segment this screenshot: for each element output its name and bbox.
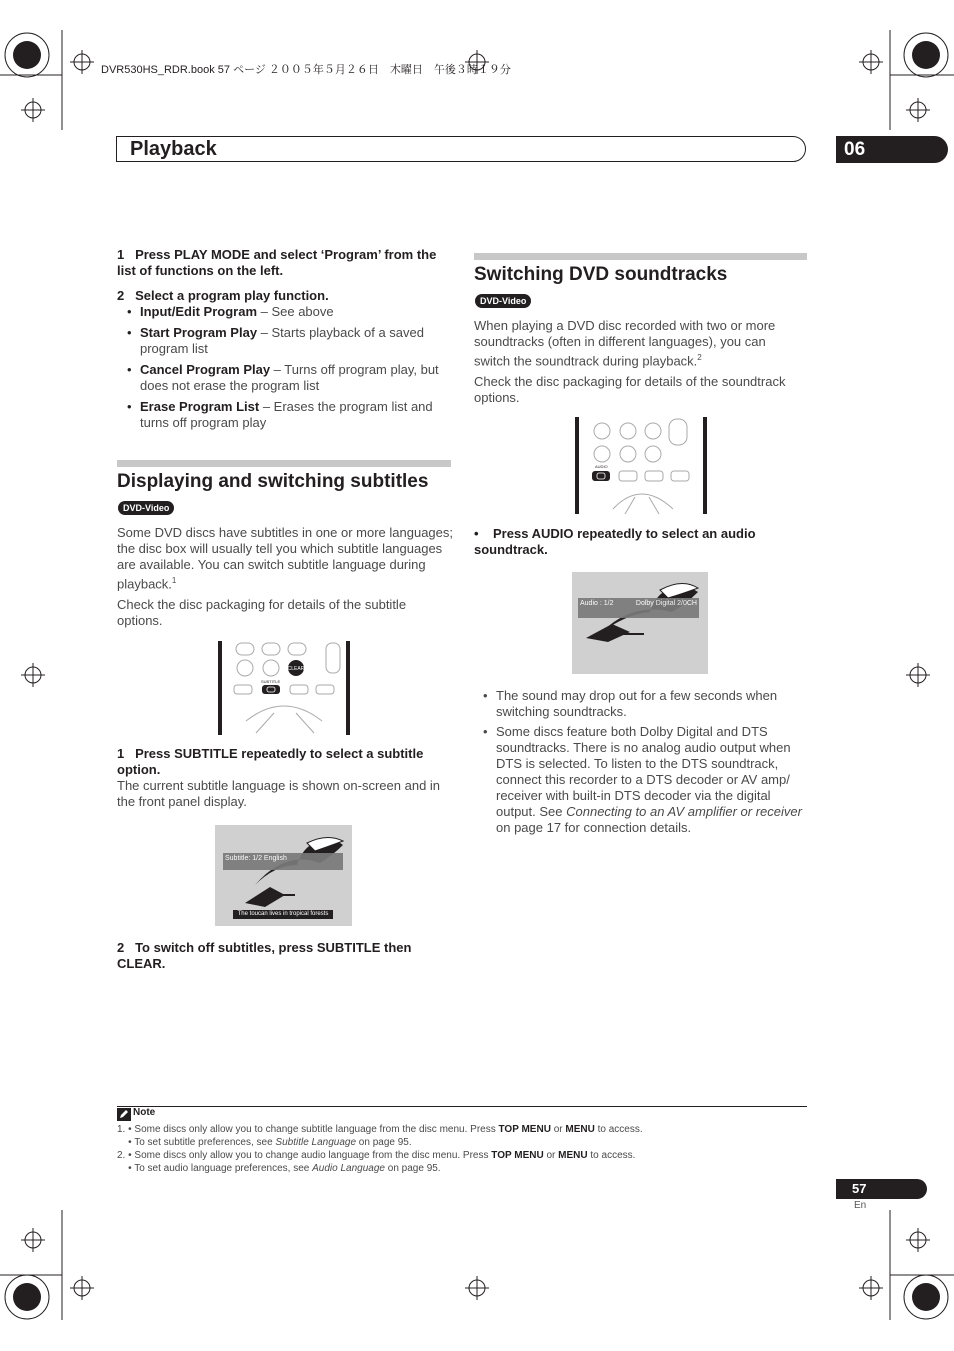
subtitle-button-label: SUBTITLE [261,679,281,684]
footnote-line: • To set subtitle preferences, see Subtitle Language on page 95. [117,1137,412,1148]
list-item: • Some discs feature both Dolby Digital and DTS soundtracks. There is no analog audio output when DTS is selected. To listen to the DTS soundtrack, connect this recorder to a DTS decoder or AV amp/ receiver with built-in DTS decoder via the digital output. See Connecting to an AV amplifier or receiver on page 17 for connection details. [483,724,802,835]
footnote-line: • To set audio language preferences, see Audio Language on page 95. [117,1163,441,1174]
audio-format: Dolby Digital 2/0CH [635,600,697,607]
audio-osd-bar [578,598,699,618]
left-step-1: 1 Press PLAY MODE and select ‘Program’ from the list of functions on the left. [117,247,437,278]
notes-title: Note [133,1107,156,1118]
remote-audio-illustration [573,417,709,515]
dvd-video-badge: DVD-Video [118,501,174,515]
section-bar [474,253,807,260]
chapter-tab: 06 [836,136,948,163]
list-item: • Cancel Program Play – Turns off program play, but does not erase the program list [127,362,439,393]
audio-step: • Press AUDIO repeatedly to select an audio soundtrack. [474,526,756,557]
footnote-line: 1. • Some discs only allow you to change subtitle language from the disc menu. Press TOP MENU or MENU to access. [117,1124,643,1135]
header-bar [116,136,806,162]
subtitle-step-1: 1 Press SUBTITLE repeatedly to select a subtitle option. [117,746,424,777]
audio-notes-list [483,688,806,836]
list-item: • The sound may drop out for a few seconds when switching soundtracks. [483,688,778,719]
subtitle-step-2: 2 To switch off subtitles, press SUBTITLE then CLEAR. [117,940,412,971]
audio-track-indicator: Audio : 1/2 [580,600,614,607]
note-pencil-icon [117,1108,131,1121]
subtitle-osd-screen [215,825,352,926]
section-bar [117,460,451,467]
audio-button-label: AUDIO [595,464,608,469]
list-item: • Input/Edit Program – See above [127,304,334,319]
subtitles-section-title: Displaying and switching subtitles [117,471,429,492]
dvd-video-badge: DVD-Video [475,294,531,308]
list-item: • Start Program Play – Starts playback of a saved program list [127,325,424,356]
footnote-line: 2. • Some discs only allow you to change audio language from the disc menu. Press TOP MENU or MENU to access. [117,1150,636,1161]
soundtracks-section-title: Switching DVD soundtracks [474,264,728,285]
language-code: En [854,1200,867,1211]
print-header: DVR530HS_RDR.book 57 ページ ２００５年５月２６日 木曜日 午後３時１９分 [101,64,511,76]
remote-subtitle-illustration [216,641,352,736]
subtitle-step-1-body: The current subtitle language is shown on-screen and in the front panel display. [117,778,441,809]
soundtracks-intro: When playing a DVD disc recorded with two or more soundtracks (often in different languages), you can switch the soundtrack during playback.$^2$ [474,318,776,369]
toucan-image [572,572,708,674]
subtitle-caption: The toucan lives in tropical forests [233,910,333,919]
clear-button-label: CLEAR [287,666,305,672]
subtitle-osd-bar: Subtitle: 1/2 English [223,853,343,870]
page-title: Playback [130,138,217,160]
subtitles-packaging-note: Check the disc packaging for details of the subtitle options. [117,597,407,628]
list-item: • Erase Program List – Erases the program list and turns off program play [127,399,433,430]
footnotes [117,1123,643,1175]
page-number: 57 [836,1179,927,1199]
audio-osd-screen [572,572,708,674]
soundtracks-packaging-note: Check the disc packaging for details of the soundtrack options. [474,374,786,405]
function-list [127,304,455,431]
subtitles-intro: Some DVD discs have subtitles in one or more languages; the disc box will usually tell you which subtitle languages are available. You can switch subtitle language during playback.$^1$ [117,525,454,592]
notes-divider [117,1106,807,1107]
left-step-2: 2 Select a program play function. [117,288,329,303]
